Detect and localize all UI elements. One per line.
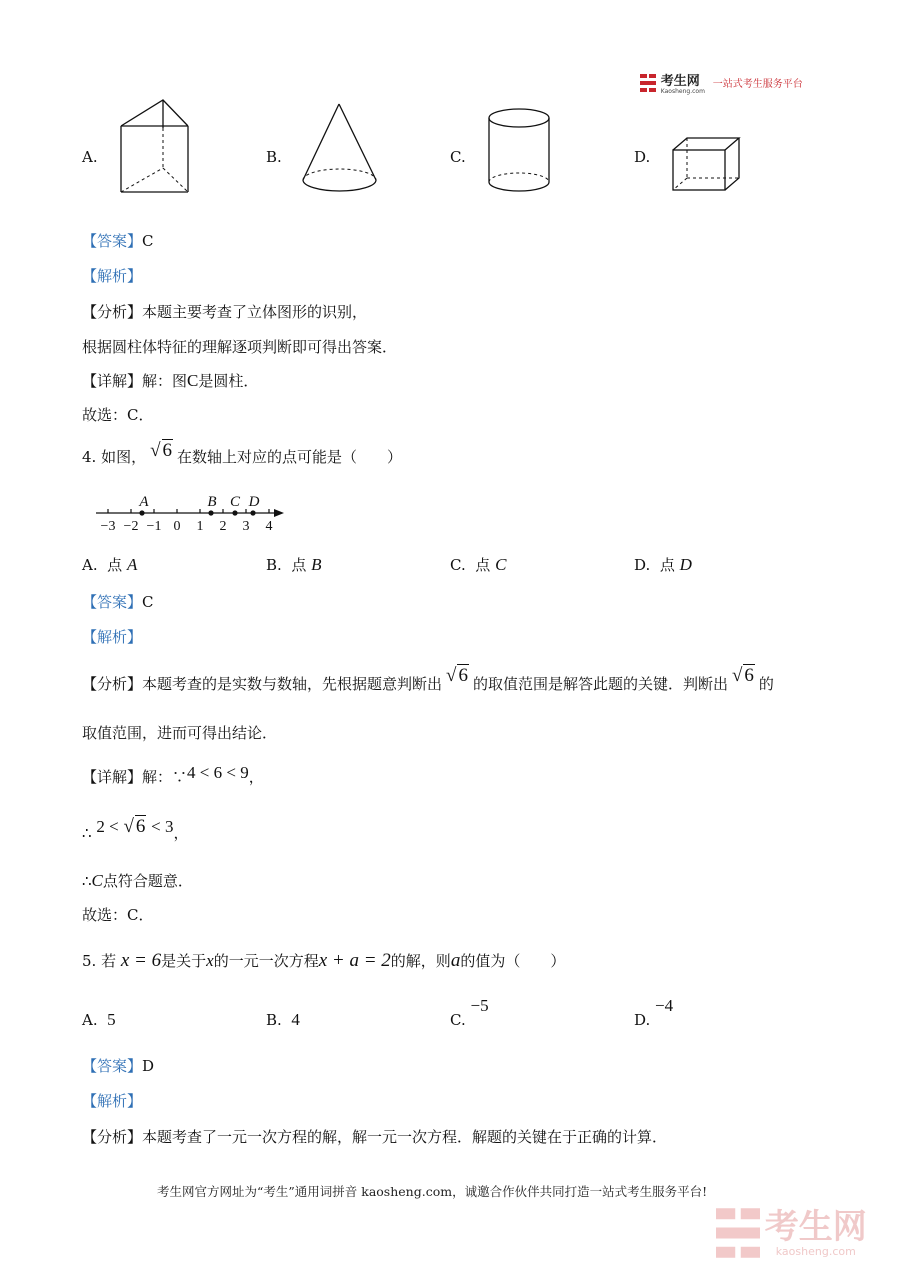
q4-stem <box>82 440 403 468</box>
q4-choose-line: 故选：C． <box>82 906 154 924</box>
q3-xiangjie-line <box>82 370 258 391</box>
q4-answer-line <box>82 591 154 612</box>
q4-therefore-line <box>82 816 189 842</box>
xiangjie-tag: 【详解】 <box>82 768 143 786</box>
point-label-c: C <box>229 494 241 510</box>
q5-stem-b: 是关于 <box>161 952 207 970</box>
var-a: a <box>450 950 461 971</box>
logo-name: 考生网 <box>660 74 700 89</box>
option-prefix: 点 <box>475 556 491 574</box>
option-prefix: 点 <box>659 556 675 574</box>
answer-value: D <box>142 1057 155 1075</box>
q3-answer-line <box>82 230 154 251</box>
equation-x-equals-6: x = 6 <box>120 950 162 971</box>
comma: ， <box>248 768 264 786</box>
option-letter: A. <box>82 1011 98 1029</box>
q5-fenxi-line <box>82 1126 667 1147</box>
q5-answer-line <box>82 1055 154 1076</box>
option-var: D <box>679 555 692 574</box>
option-value: 4 <box>291 1010 300 1029</box>
q5-stem-a: 5. 若 <box>82 952 117 970</box>
option-letter: C. <box>450 556 466 574</box>
inequality-2-left: 2 < <box>96 817 119 836</box>
option-letter: B. <box>266 556 282 574</box>
fenxi-tag: 【分析】 <box>82 1128 143 1146</box>
triangular-prism-figure <box>118 98 194 196</box>
inequality-1: 4 < 6 < 9 <box>187 763 249 782</box>
point-label-d: D <box>248 494 260 510</box>
xiangjie-prefix: 解：图 <box>142 372 188 390</box>
q3-choose-line: 故选：C． <box>82 406 154 424</box>
analysis-tag: 【解析】 <box>82 628 143 646</box>
tick-label: 2 <box>219 519 227 534</box>
cone-figure <box>300 102 380 194</box>
kaosheng-logo-icon <box>640 74 656 92</box>
analysis-tag: 【解析】 <box>82 1092 143 1110</box>
point-b <box>208 510 213 515</box>
q4-stem-prefix: 4. 如图， <box>82 448 147 466</box>
q5-stem-c: 的一元一次方程 <box>213 952 319 970</box>
sqrt-6: √ 6 <box>150 440 173 461</box>
fenxi-tag: 【分析】 <box>82 303 143 321</box>
radicand: 6 <box>744 665 754 686</box>
q3-option-b-label: B. <box>266 148 282 166</box>
option-letter: D. <box>634 556 651 574</box>
q5-option-d <box>634 996 674 1030</box>
watermark-domain: kaosheng.com <box>775 1244 856 1258</box>
option-prefix: 点 <box>291 556 307 574</box>
q4-option-d <box>634 554 692 575</box>
footer-text: 考生网官方网址为“考生”通用词拼音 kaosheng.com，诚邀合作伙伴共同打造一站式考生服务平台! <box>157 1184 708 1199</box>
therefore-symbol: ∴ <box>82 824 92 842</box>
tick-label: 4 <box>265 519 273 534</box>
cube-figure <box>670 136 742 194</box>
option-letter: D. <box>634 1011 651 1029</box>
q5-option-c <box>450 996 489 1030</box>
kaosheng-watermark-icon <box>716 1206 760 1260</box>
tick-label: −1 <box>146 519 162 534</box>
option-value: −4 <box>655 996 674 1015</box>
xiangjie-prefix: 解：∵ <box>142 768 188 786</box>
radicand: 6 <box>135 816 146 837</box>
fenxi-c: 的 <box>758 675 774 693</box>
option-var: C <box>495 555 507 574</box>
point-label-a: A <box>139 494 149 510</box>
header-logo <box>640 70 803 95</box>
point-label-b: B <box>207 494 217 510</box>
q3-option-a-label: A. <box>82 148 98 166</box>
q4-option-a <box>82 554 137 575</box>
q4-analysis-line <box>82 626 142 647</box>
q5-stem <box>82 950 565 972</box>
watermark-text <box>764 1206 867 1258</box>
q4-option-c <box>450 554 506 575</box>
tick-label: 3 <box>242 519 250 534</box>
sqrt-6: √ 6 <box>731 665 754 686</box>
comma: ， <box>173 824 189 842</box>
fenxi-a: 本题考查的是实数与数轴，先根据题意判断出 <box>142 675 443 693</box>
q5-option-a <box>82 1010 116 1030</box>
answer-tag: 【答案】 <box>82 232 143 250</box>
radicand: 6 <box>162 440 173 461</box>
tick-label: −2 <box>123 519 139 534</box>
cylinder-figure <box>486 106 552 196</box>
number-line <box>90 492 290 536</box>
inequality-2-right: < 3 <box>151 817 174 836</box>
tick-label: 1 <box>196 519 204 534</box>
answer-value: C <box>142 232 154 250</box>
option-letter: C. <box>450 1011 466 1029</box>
xiangjie-suffix: 是圆柱． <box>198 372 259 390</box>
radicand: 6 <box>458 665 468 686</box>
tick-label: 0 <box>173 519 181 534</box>
option-value: −5 <box>470 996 489 1015</box>
therefore-symbol: ∴ <box>82 872 92 890</box>
var-x: x <box>206 951 214 970</box>
conclusion-var: C <box>91 871 103 890</box>
fenxi-text: 本题主要考查了立体图形的识别， <box>142 303 368 321</box>
answer-tag: 【答案】 <box>82 1057 143 1075</box>
q4-stem-suffix: 在数轴上对应的点可能是（ ） <box>177 448 403 466</box>
watermark-name: 考生网 <box>764 1206 867 1247</box>
analysis-tag: 【解析】 <box>82 267 143 285</box>
q5-stem-d: 的解，则 <box>390 952 451 970</box>
q3-option-c-label: C. <box>450 148 466 166</box>
q5-option-b <box>266 1010 300 1030</box>
q3-fenxi-line-2: 根据圆柱体特征的理解逐项判断即可得出答案． <box>82 338 398 356</box>
logo-slogan: 一站式考生服务平台 <box>712 78 803 90</box>
arrow-right-icon <box>274 509 284 517</box>
sqrt-6: √ 6 <box>446 665 468 686</box>
option-letter: A. <box>82 556 98 574</box>
sqrt-6: √ 6 <box>123 816 146 837</box>
q3-analysis-line <box>82 265 142 286</box>
point-c <box>232 510 237 515</box>
tick-label: −3 <box>100 519 116 534</box>
xiangjie-tag: 【详解】 <box>82 372 143 390</box>
q4-conclusion-line <box>82 870 193 891</box>
q4-option-b <box>266 554 322 575</box>
fenxi-tag: 【分析】 <box>82 675 143 693</box>
q5-stem-e: 的值为（ ） <box>460 952 566 970</box>
equation-linear: x + a = 2 <box>318 950 391 971</box>
option-prefix: 点 <box>107 556 123 574</box>
option-letter: B. <box>266 1011 282 1029</box>
option-var: A <box>126 555 138 574</box>
fenxi-text: 本题考查了一元一次方程的解，解一元一次方程．解题的关键在于正确的计算． <box>142 1128 668 1146</box>
xiangjie-var: C <box>187 371 199 390</box>
q4-xiangjie-line <box>82 763 264 787</box>
answer-value: C <box>142 593 154 611</box>
q3-fenxi-line <box>82 301 367 322</box>
option-var: B <box>311 555 322 574</box>
q5-analysis-line <box>82 1090 142 1111</box>
answer-tag: 【答案】 <box>82 593 143 611</box>
q3-option-d-label: D. <box>634 148 651 166</box>
point-d <box>250 510 255 515</box>
option-value: 5 <box>107 1010 116 1029</box>
fenxi-b: 的取值范围是解答此题的关键．判断出 <box>472 675 728 693</box>
watermark <box>716 1206 867 1260</box>
q4-fenxi-line <box>82 665 774 695</box>
q4-fenxi-line-2: 取值范围，进而可得出结论． <box>82 724 278 742</box>
logo-domain: Kaosheng.com <box>660 88 705 95</box>
point-a <box>139 510 144 515</box>
conclusion-suffix: 点符合题意． <box>102 872 193 890</box>
